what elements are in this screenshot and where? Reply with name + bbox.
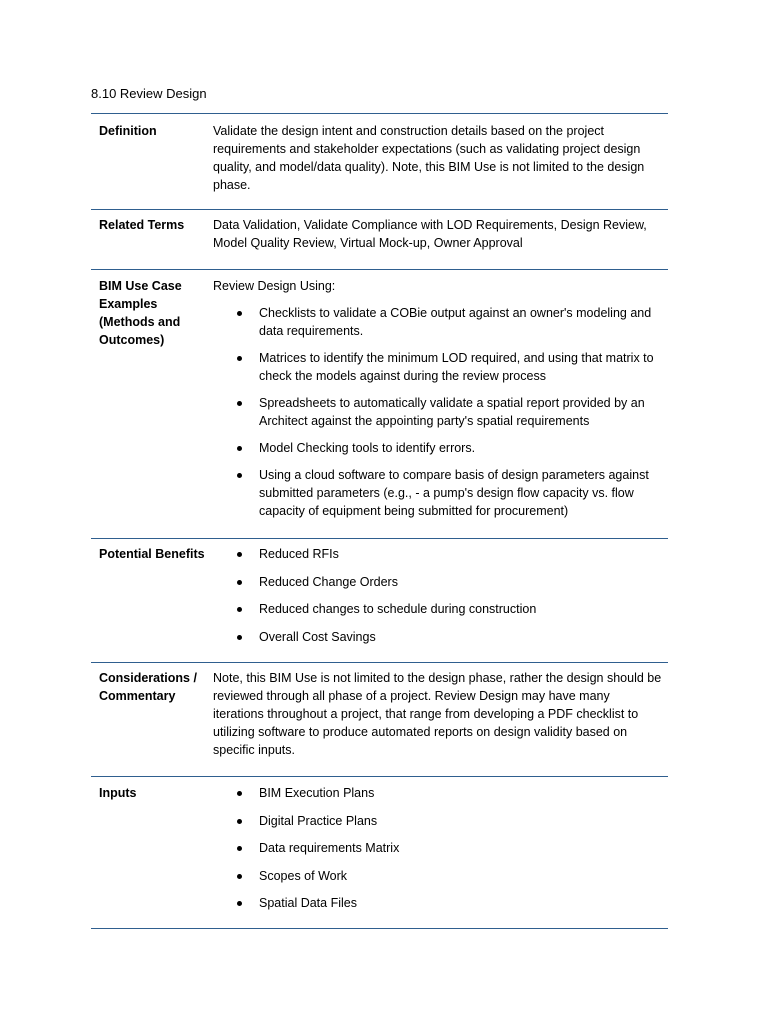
row-definition xyxy=(91,114,668,210)
list-item: Spatial Data Files xyxy=(213,894,662,912)
row-label: BIM Use Case Examples (Methods and Outcomes) xyxy=(99,279,182,347)
row-potential-benefits xyxy=(91,539,668,663)
list-item: Digital Practice Plans xyxy=(213,812,662,830)
list-item: Using a cloud software to compare basis of design parameters against submitted parameters (e.g., - a pump's design flow capacity vs. flow capacity of equipment being submitted for procurement) xyxy=(213,466,662,520)
list-item: BIM Execution Plans xyxy=(213,784,662,802)
list-item: Data requirements Matrix xyxy=(213,839,662,857)
list-item: Reduced Change Orders xyxy=(213,573,662,591)
list-item: Matrices to identify the minimum LOD required, and using that matrix to check the models against during the review process xyxy=(213,349,662,385)
row-label: Potential Benefits xyxy=(99,547,205,561)
list-item: Model Checking tools to identify errors. xyxy=(213,439,662,457)
bullet-list xyxy=(213,545,662,646)
bim-use-table xyxy=(91,113,668,929)
page-title: 8.10 Review Design xyxy=(91,86,207,101)
list-item: Checklists to validate a COBie output against an owner's modeling and data requirements. xyxy=(213,304,662,340)
row-text: Note, this BIM Use is not limited to the design phase, rather the design should be reviewed through all phase of a project. Review Design may have many iterations throughout a project, that range from developing a PDF checklist to utilizing software to produce automated reports on design validity based on specific inputs. xyxy=(213,671,662,757)
bullet-list xyxy=(213,304,662,520)
row-intro: Review Design Using: xyxy=(213,279,336,293)
row-related-terms xyxy=(91,210,668,270)
row-text: Data Validation, Validate Compliance with LOD Requirements, Design Review, Model Quality Review, Virtual Mock-up, Owner Approval xyxy=(213,218,647,250)
row-label: Inputs xyxy=(99,786,137,800)
row-label: Considerations / Commentary xyxy=(99,671,197,703)
row-use-case-examples xyxy=(91,270,668,539)
row-label: Definition xyxy=(99,124,157,138)
row-label: Related Terms xyxy=(99,218,185,232)
bullet-list xyxy=(213,784,662,912)
list-item: Overall Cost Savings xyxy=(213,628,662,646)
row-considerations xyxy=(91,663,668,777)
list-item: Spreadsheets to automatically validate a spatial report provided by an Architect against the appointing party's spatial requirements xyxy=(213,394,662,430)
row-text: Validate the design intent and construction details based on the project requirements and stakeholder expectations (such as validating project design quality, and model/data quality). Note, this BIM Use is not limited to the design phase. xyxy=(213,124,645,192)
list-item: Reduced changes to schedule during construction xyxy=(213,600,662,618)
list-item: Scopes of Work xyxy=(213,867,662,885)
list-item: Reduced RFIs xyxy=(213,545,662,563)
row-inputs xyxy=(91,777,668,929)
